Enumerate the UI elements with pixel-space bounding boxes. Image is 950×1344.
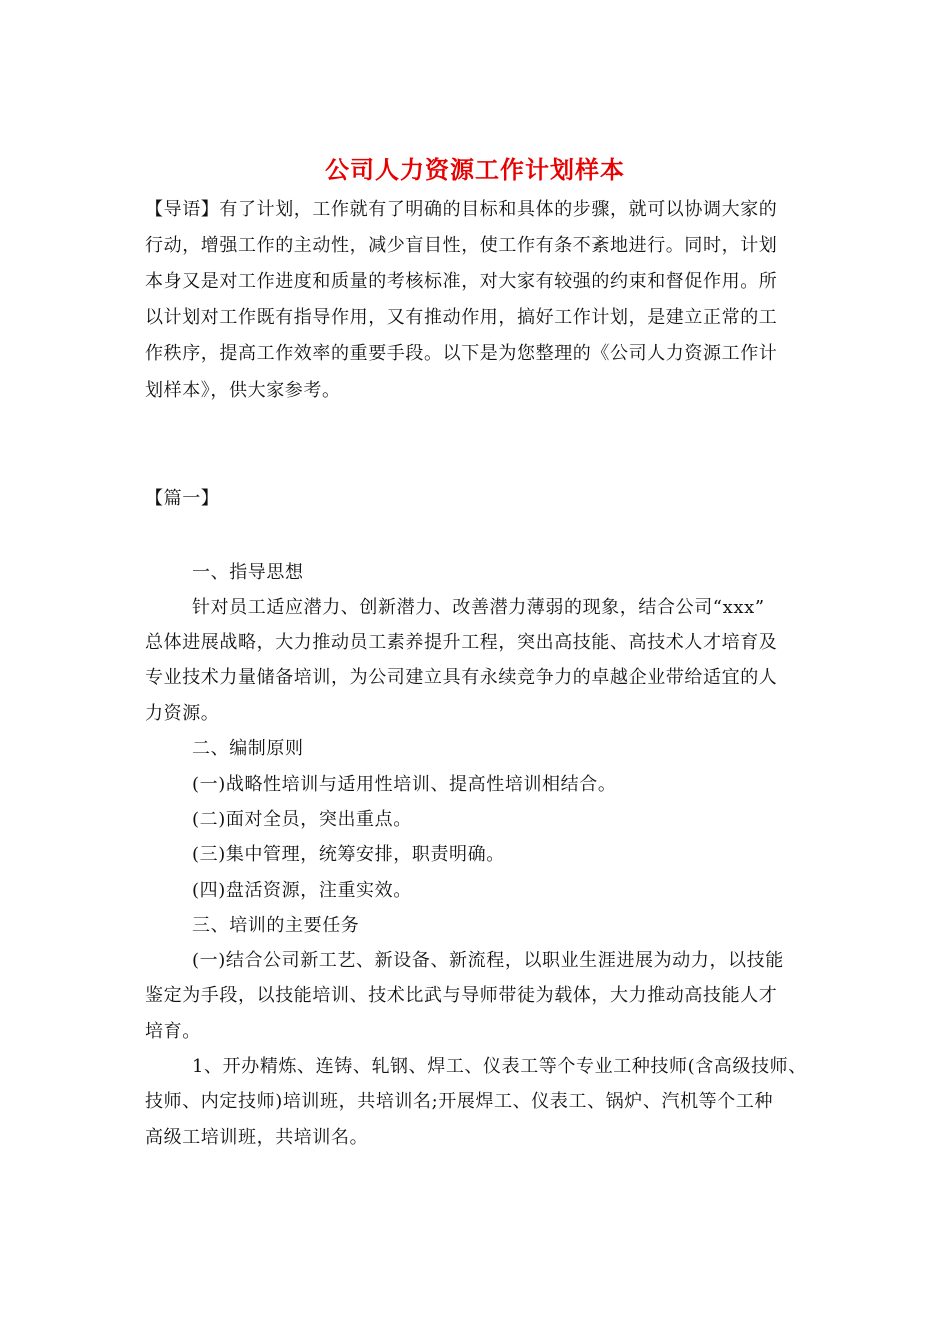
- paragraph-line: 专业技术力量储备培训，为公司建立具有永续竞争力的卓越企业带给适宜的人: [145, 667, 778, 688]
- intro-line: 行动，增强工作的主动性，减少盲目性，使工作有条不紊地进行。同时，计划: [145, 235, 778, 256]
- paragraph-line: 1、开办精炼、连铸、轧钢、焊工、仪表工等个专业工种技师(含高级技师、: [192, 1056, 807, 1077]
- paragraph-line: 力资源。: [145, 703, 220, 724]
- list-item: (三)集中管理，统筹安排，职责明确。: [192, 844, 505, 865]
- section-label: 【篇一】: [145, 488, 220, 509]
- intro-line: 【导语】有了计划，工作就有了明确的目标和具体的步骤，就可以协调大家的: [145, 199, 778, 220]
- intro-line: 作秩序，提高工作效率的重要手段。以下是为您整理的《公司人力资源工作计: [145, 343, 778, 364]
- heading-principles: 二、编制原则: [192, 738, 304, 759]
- paragraph-line: 总体进展战略，大力推动员工素养提升工程，突出高技能、高技术人才培育及: [145, 632, 778, 653]
- paragraph-line: 高级工培训班，共培训名。: [145, 1127, 369, 1148]
- list-item: (四)盘活资源，注重实效。: [192, 880, 412, 901]
- list-item: (二)面对全员，突出重点。: [192, 809, 412, 830]
- intro-line: 本身又是对工作进度和质量的考核标准，对大家有较强的约束和督促作用。所: [145, 271, 778, 292]
- list-item: (一)战略性培训与适用性培训、提高性培训相结合。: [192, 774, 617, 795]
- intro-line: 划样本》，供大家参考。: [145, 380, 341, 401]
- paragraph-line: 技师、内定技师)培训班，共培训名;开展焊工、仪表工、锅炉、汽机等个工种: [145, 1091, 774, 1112]
- paragraph-line: 针对员工适应潜力、创新潜力、改善潜力薄弱的现象，结合公司“xxx”: [192, 597, 765, 618]
- paragraph-line: (一)结合公司新工艺、新设备、新流程，以职业生涯进展为动力，以技能: [192, 950, 784, 971]
- heading-main-tasks: 三、培训的主要任务: [192, 915, 360, 936]
- paragraph-line: 培育。: [145, 1021, 201, 1042]
- heading-guiding-thought: 一、指导思想: [192, 562, 304, 583]
- paragraph-line: 鉴定为手段，以技能培训、技术比武与导师带徒为载体，大力推动高技能人才: [145, 985, 778, 1006]
- document-title: 公司人力资源工作计划样本: [325, 155, 625, 184]
- intro-line: 以计划对工作既有指导作用，又有推动作用，搞好工作计划，是建立正常的工: [145, 307, 778, 328]
